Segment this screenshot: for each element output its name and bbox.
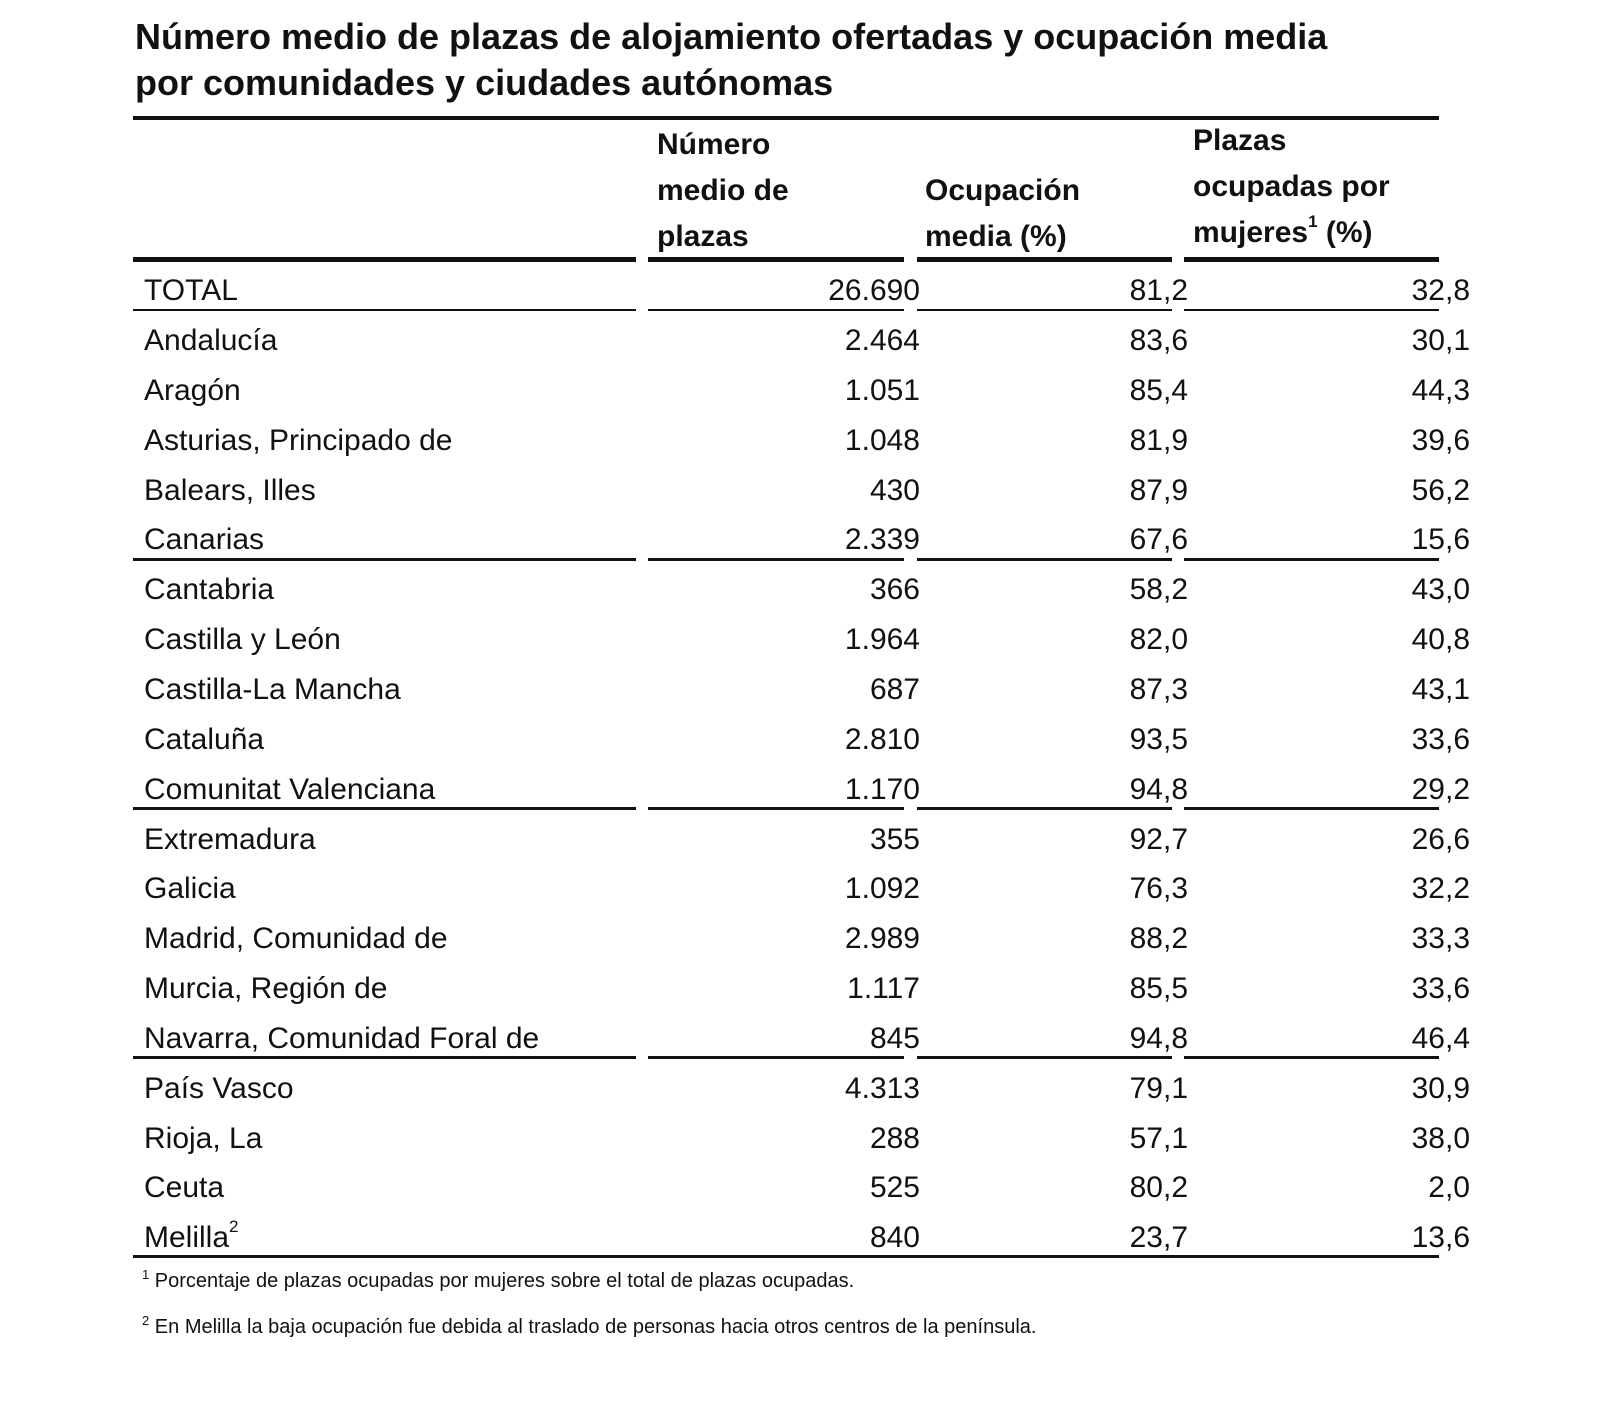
footnote-1-text: Porcentaje de plazas ocupadas por mujeres sobre el total de plazas ocupadas. — [154, 1270, 855, 1292]
row-ocupacion: 88,2 — [1129, 922, 1188, 955]
group-rule-3-col-1 — [133, 1056, 636, 1059]
header-ocupacion-line-2: media (%) — [925, 220, 1067, 253]
row-ocupacion: 83,6 — [1129, 324, 1188, 357]
total-mujeres: 32,8 — [1411, 274, 1470, 307]
row-mujeres: 32,2 — [1411, 872, 1470, 905]
footnote-2 — [142, 1314, 1036, 1340]
bottom-rule — [133, 1255, 1439, 1258]
row-plazas: 840 — [869, 1221, 920, 1254]
group-rule-1-col-3 — [917, 558, 1172, 561]
group-rule-2-col-2 — [648, 807, 904, 810]
row-mujeres: 44,3 — [1411, 374, 1470, 407]
header-rule-col-1 — [133, 257, 636, 262]
footnote-1 — [142, 1268, 854, 1294]
row-mujeres: 33,6 — [1411, 723, 1470, 756]
header-plazas-line-2: medio de — [657, 174, 789, 207]
row-mujeres: 46,4 — [1411, 1022, 1470, 1055]
header-ocupacion-media — [925, 168, 1080, 260]
header-mujeres-line-1: Plazas — [1193, 124, 1287, 157]
header-rule-col-4 — [1184, 257, 1439, 262]
row-plazas: 1.048 — [844, 424, 920, 457]
row-name: Balears, Illes — [144, 474, 316, 507]
row-ocupacion: 81,9 — [1129, 424, 1188, 457]
footnote-ref-1: 1 — [1308, 212, 1318, 231]
row-name: Rioja, La — [144, 1122, 263, 1155]
row-plazas: 2.810 — [844, 723, 920, 756]
row-ocupacion: 94,8 — [1129, 773, 1188, 806]
table-row — [0, 964, 1600, 1014]
group-rule-3-col-4 — [1184, 1056, 1439, 1059]
row-mujeres: 29,2 — [1411, 773, 1470, 806]
row-name: Madrid, Comunidad de — [144, 922, 448, 955]
group-rule-3-col-3 — [917, 1056, 1172, 1059]
row-plazas: 430 — [869, 474, 920, 507]
row-mujeres: 15,6 — [1411, 523, 1470, 556]
row-name: Asturias, Principado de — [144, 424, 453, 457]
total-rule-col-2 — [648, 309, 904, 311]
table-row — [0, 565, 1600, 615]
row-plazas: 288 — [869, 1122, 920, 1155]
row-ocupacion: 82,0 — [1129, 623, 1188, 656]
row-name: País Vasco — [144, 1072, 294, 1105]
row-mujeres: 38,0 — [1411, 1122, 1470, 1155]
row-name: Canarias — [144, 523, 265, 556]
row-mujeres: 39,6 — [1411, 424, 1470, 457]
row-name: Cataluña — [144, 723, 265, 756]
group-rule-1-col-4 — [1184, 558, 1439, 561]
row-ocupacion: 85,5 — [1129, 972, 1188, 1005]
header-plazas-line-3: plazas — [657, 220, 749, 253]
group-rule-3-col-2 — [648, 1056, 904, 1059]
group-rule-2-col-1 — [133, 807, 636, 810]
row-name: Cantabria — [144, 573, 275, 606]
row-plazas: 1.051 — [844, 374, 920, 407]
title-line-2: por comunidades y ciudades autónomas — [135, 62, 834, 103]
row-ocupacion: 79,1 — [1129, 1072, 1188, 1105]
group-rule-2-col-3 — [917, 807, 1172, 810]
row-ocupacion: 93,5 — [1129, 723, 1188, 756]
row-plazas: 2.339 — [844, 523, 920, 556]
row-plazas: 1.964 — [844, 623, 920, 656]
row-ocupacion: 92,7 — [1129, 823, 1188, 856]
table-row — [0, 914, 1600, 964]
row-mujeres: 26,6 — [1411, 823, 1470, 856]
row-mujeres: 33,3 — [1411, 922, 1470, 955]
row-ocupacion: 87,9 — [1129, 474, 1188, 507]
footnote-2-text: En Melilla la baja ocupación fue debida al traslado de personas hacia otros centros de la península. — [154, 1316, 1037, 1338]
header-ocupacion-line-1: Ocupación — [925, 174, 1081, 207]
footnote-ref-2: 2 — [229, 1217, 239, 1236]
row-plazas: 1.170 — [844, 773, 920, 806]
footnote-1-mark: 1 — [142, 1267, 150, 1282]
row-ocupacion: 57,1 — [1129, 1122, 1188, 1155]
row-ocupacion: 87,3 — [1129, 673, 1188, 706]
row-name: Castilla y León — [144, 623, 341, 656]
table-row — [0, 1064, 1600, 1114]
row-name: Galicia — [144, 872, 236, 905]
row-plazas: 1.117 — [847, 972, 920, 1005]
row-ocupacion: 94,8 — [1129, 1022, 1188, 1055]
total-label: TOTAL — [144, 274, 238, 307]
table-title — [135, 14, 1475, 106]
row-name: Andalucía — [144, 324, 278, 357]
total-rule-col-1 — [133, 309, 636, 311]
row-ocupacion: 67,6 — [1129, 523, 1188, 556]
row-ocupacion: 85,4 — [1129, 374, 1188, 407]
row-mujeres: 43,0 — [1411, 573, 1470, 606]
row-name: Aragón — [144, 374, 241, 407]
header-rule-col-2 — [648, 257, 904, 262]
header-plazas-line-1: Número — [657, 128, 771, 161]
row-mujeres: 13,6 — [1411, 1221, 1470, 1254]
table-row — [0, 466, 1600, 516]
row-name: Melilla$^2$ — [144, 1217, 239, 1254]
row-mujeres: 30,9 — [1411, 1072, 1470, 1105]
header-numero-medio-plazas — [657, 122, 789, 260]
row-mujeres: 40,8 — [1411, 623, 1470, 656]
table-row — [0, 416, 1600, 466]
row-ocupacion: 76,3 — [1129, 872, 1188, 905]
row-mujeres: 2,0 — [1428, 1171, 1470, 1204]
table-row — [0, 864, 1600, 914]
row-ocupacion: 80,2 — [1129, 1171, 1188, 1204]
row-plazas: 1.092 — [844, 872, 920, 905]
table-row — [0, 665, 1600, 715]
group-rule-1-col-2 — [648, 558, 904, 561]
row-name: Murcia, Región de — [144, 972, 388, 1005]
row-plazas: 2.464 — [844, 324, 920, 357]
row-plazas: 2.989 — [844, 922, 920, 955]
row-plazas: 525 — [869, 1171, 920, 1204]
row-ocupacion: 58,2 — [1129, 573, 1188, 606]
row-mujeres: 33,6 — [1411, 972, 1470, 1005]
total-ocupacion: 81,2 — [1129, 274, 1188, 307]
header-mujeres-line-2: ocupadas por — [1193, 170, 1390, 203]
group-rule-1-col-1 — [133, 558, 636, 561]
table-row — [0, 715, 1600, 765]
group-rule-2-col-4 — [1184, 807, 1439, 810]
row-name: Ceuta — [144, 1171, 225, 1204]
row-plazas: 845 — [869, 1022, 920, 1055]
total-plazas: 26.690 — [828, 274, 920, 307]
row-plazas: 355 — [869, 823, 920, 856]
header-rule-col-3 — [917, 257, 1172, 262]
table-row — [0, 1114, 1600, 1164]
row-name: Castilla-La Mancha — [144, 673, 401, 706]
row-mujeres: 30,1 — [1411, 324, 1470, 357]
row-mujeres: 43,1 — [1411, 673, 1470, 706]
header-plazas-mujeres — [1193, 118, 1390, 256]
table-row — [0, 1163, 1600, 1213]
table-row — [0, 815, 1600, 865]
total-rule-col-3 — [917, 309, 1172, 311]
row-mujeres: 56,2 — [1411, 474, 1470, 507]
title-line-1: Número medio de plazas de alojamiento ofertadas y ocupación media — [135, 16, 1328, 57]
row-name: Extremadura — [144, 823, 316, 856]
table-row — [0, 366, 1600, 416]
row-plazas: 687 — [869, 673, 920, 706]
total-rule-col-4 — [1184, 309, 1439, 311]
header-mujeres-line-3: mujeres$^1$ (%) — [1193, 212, 1373, 249]
table-row — [0, 615, 1600, 665]
footnote-2-mark: 2 — [142, 1313, 150, 1328]
row-plazas: 4.313 — [844, 1072, 920, 1105]
row-plazas: 366 — [869, 573, 920, 606]
table-row — [0, 316, 1600, 366]
row-ocupacion: 23,7 — [1129, 1221, 1188, 1254]
row-name: Navarra, Comunidad Foral de — [144, 1022, 540, 1055]
row-name: Comunitat Valenciana — [144, 773, 436, 806]
